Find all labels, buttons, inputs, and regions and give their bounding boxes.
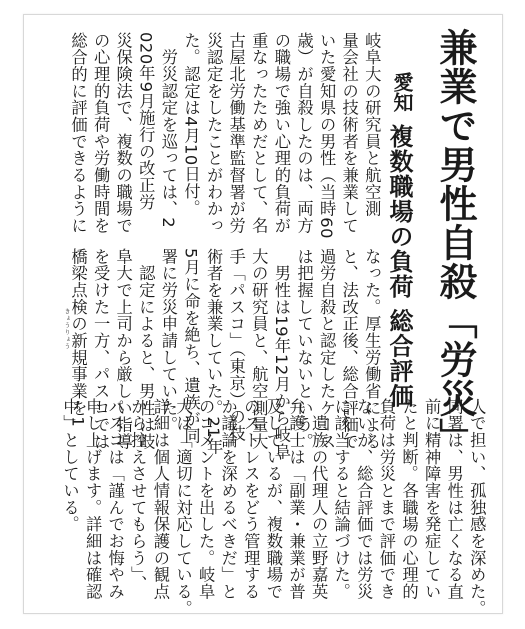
text-column: 災保険法で、複数の職場で (113, 32, 133, 235)
furigana-ruby: きょうりょう (63, 308, 70, 350)
text-column: に該当すると結論づけた。 (331, 398, 351, 601)
text-column: なった。厚生労働省による (362, 248, 382, 451)
headline: 兼業で男性自殺「労災」 (433, 28, 477, 457)
text-column: 災認定をしたことがわかっ (204, 32, 224, 235)
text-column: は把握していないという。 (294, 248, 314, 451)
text-column: 男性は19年12月から岐阜 (271, 248, 291, 461)
text-column: 詳細は個人情報保護の観点 (150, 398, 170, 601)
text-column: た。認定は4月10日付。 (181, 32, 201, 217)
text-column: たと判断。各職場の心理的 (399, 398, 419, 601)
text-column: のストレスをどう管理する (241, 398, 261, 601)
text-column: 020年9月施行の改正労 (136, 32, 156, 211)
text-column: 古屋北労働基準監督署が労 (226, 32, 246, 235)
text-column: 認定によると、男性は岐 (136, 248, 156, 451)
text-column: 同署は、男性は亡くなる直 (444, 398, 464, 601)
region-label: 愛知 (390, 72, 414, 112)
subheadline: 複数職場の負荷 総合評価 (385, 124, 413, 409)
text-column: 及しているが、複数職場で (263, 398, 283, 601)
text-column: の職場で強い心理的負荷が (271, 32, 291, 235)
text-column: 量会社の技術者を兼業して (339, 32, 359, 235)
text-column: いた愛知県の男性（当時60 (317, 32, 337, 240)
text-column: のコメントを出した。岐阜 (196, 398, 216, 601)
text-column: から控えさせてもらう」、 (128, 398, 148, 592)
text-column: 弁護士は「副業・兼業が普 (286, 398, 306, 601)
text-column: 人で担い、孤独感を深めた。 (467, 398, 487, 617)
text-column: 総合的に評価できるように (68, 32, 88, 235)
text-column: 遺族の代理人の立野嘉英 (309, 398, 329, 601)
text-column: 重なったためだとして、名 (249, 32, 269, 235)
text-column: か議論を深めるべきだ」と (218, 398, 238, 601)
text-column: を受けた一方、パスコでは (91, 248, 111, 451)
text-column: 橋梁点検の新規事業を1 (68, 248, 88, 428)
text-column: パスコは「謹んでお悔やみ (105, 398, 125, 601)
text-column: 大の研究員と、航空測量大 (249, 248, 269, 451)
text-column: 大は「適切に対応している。 (173, 398, 193, 617)
text-column: の心理的負荷や労働時間を (91, 32, 111, 235)
text-column: 5月に命を絶ち、遺族が同 (181, 248, 201, 445)
text-column: 署に労災申請していた。 (158, 248, 178, 434)
text-column: 前に精神障害を発症してい (422, 398, 442, 601)
text-column: 手「パスコ」（東京）の技 (226, 248, 246, 442)
text-column: 中」としている。 (60, 398, 80, 533)
text-column: 阜大で上司から厳しい指導 (113, 248, 133, 451)
text-column: 過労自殺と認定したケース (317, 248, 337, 451)
text-column: 術者を兼業していた。21年 (204, 248, 224, 456)
text-column: 申し上げます。詳細は確認 (83, 398, 103, 601)
text-column: 岐阜大の研究員と航空測 (362, 32, 382, 218)
text-column: ないが、総合評価では労災 (354, 398, 374, 601)
text-column: 負荷は労災とまで評価でき (376, 398, 396, 601)
text-column: 労災認定を巡っては、2 (158, 32, 178, 229)
text-column: と、法改正後、総合評価で (339, 248, 359, 451)
text-column: 歳）が自殺したのは、両方 (294, 32, 314, 235)
